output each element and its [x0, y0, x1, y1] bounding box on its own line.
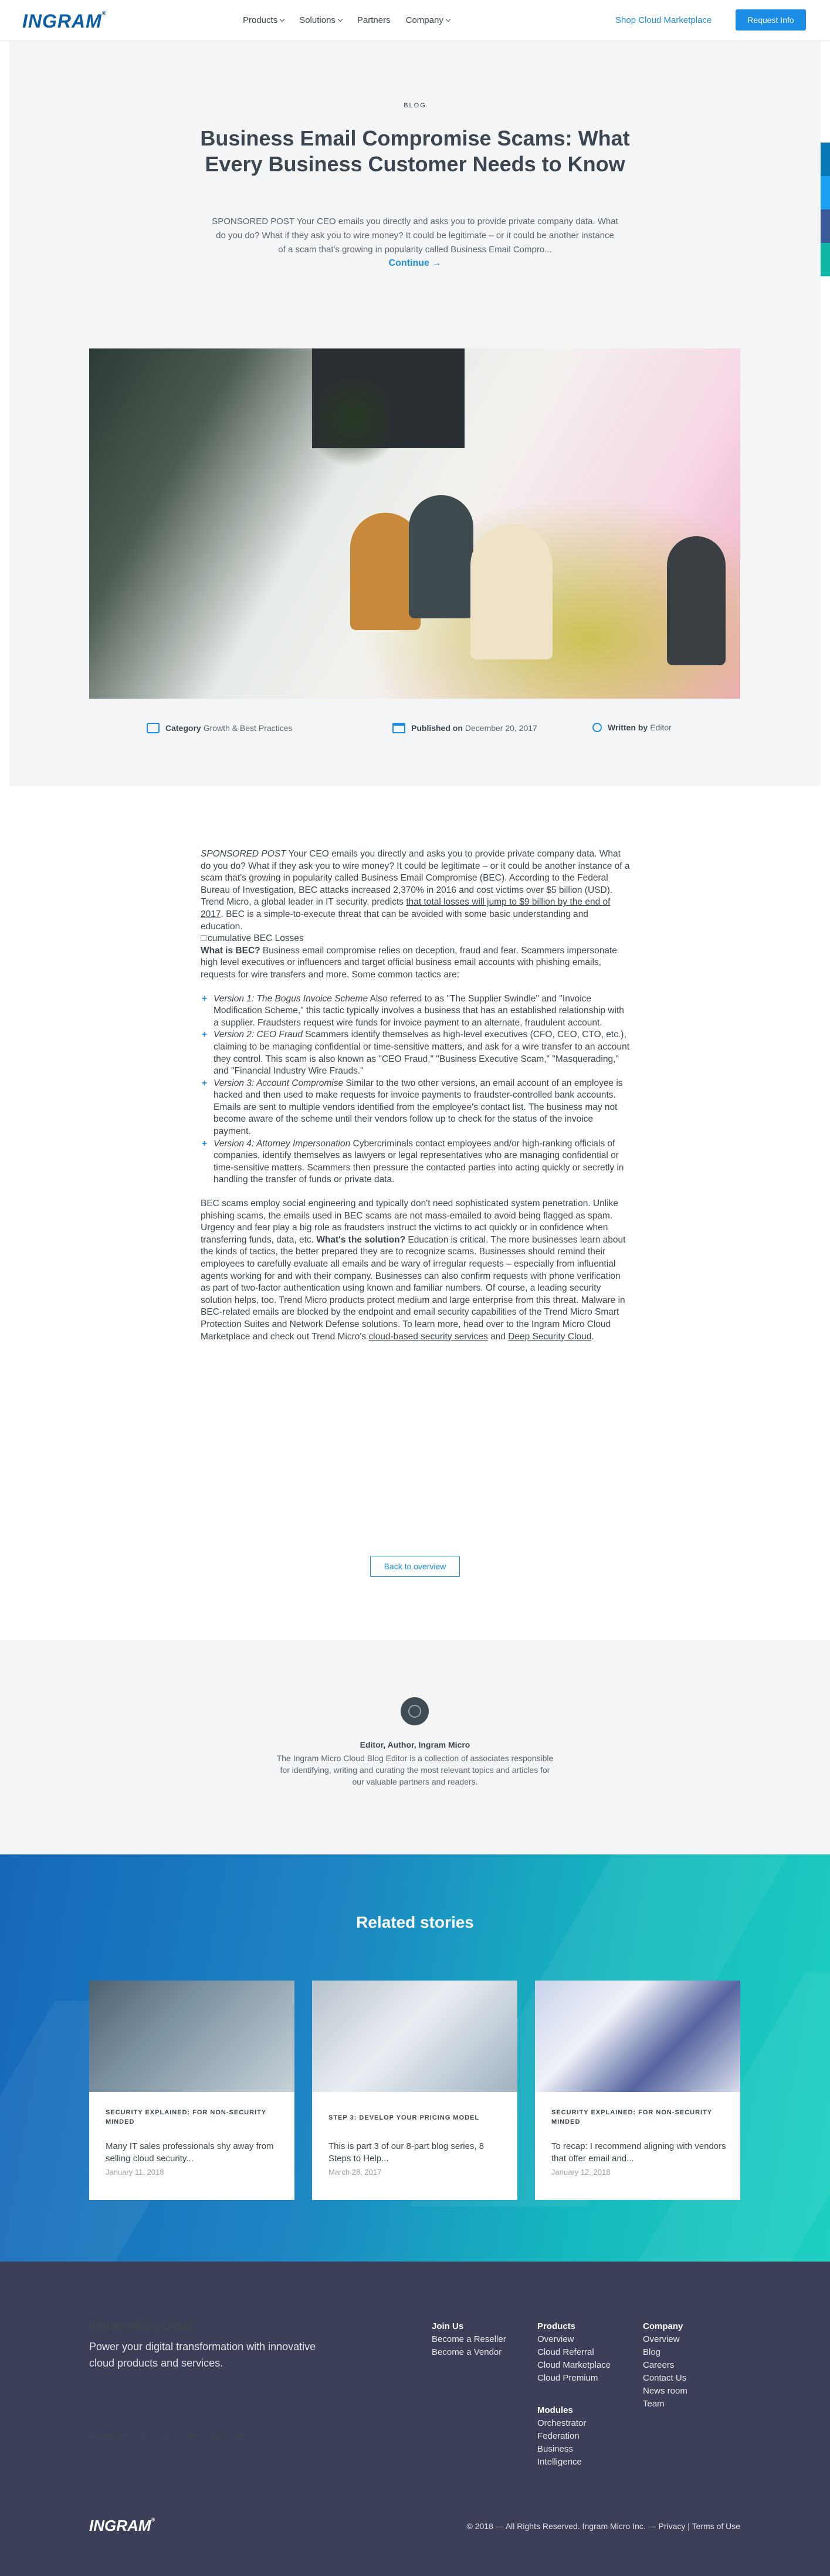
linkedin-icon[interactable]: in: [188, 2432, 197, 2442]
story-excerpt: Many IT sales professionals shy away from selling cloud security...: [106, 2141, 274, 2164]
footer-join-column: Join Us Become a Reseller Become a Vendor: [432, 2320, 506, 2359]
footer-link-intelligence[interactable]: Intelligence: [537, 2457, 582, 2467]
nav-products[interactable]: Products: [243, 15, 284, 25]
follow-us: Follow us f t in g+ yt: [89, 2432, 246, 2442]
footer-company-column: Company Overview Blog Careers Contact Us News room Team: [643, 2320, 687, 2411]
continue-link[interactable]: Continue →: [388, 258, 442, 268]
user-icon: [408, 1705, 421, 1718]
category-link[interactable]: Growth & Best Practices: [203, 723, 293, 733]
story-card[interactable]: [312, 1981, 517, 2200]
chevron-down-icon: [338, 17, 343, 22]
related-stories-title: Related stories: [356, 1913, 474, 1931]
youtube-icon[interactable]: yt: [236, 2432, 245, 2442]
footer-link-company-overview[interactable]: Overview: [643, 2334, 680, 2344]
footer-link-become-reseller[interactable]: Become a Reseller: [432, 2334, 506, 2344]
footer-link-contact-us[interactable]: Contact Us: [643, 2373, 687, 2383]
meta-published: Published on December 20, 2017: [392, 723, 537, 733]
avatar: [401, 1697, 429, 1725]
footer-link-team[interactable]: Team: [643, 2399, 665, 2409]
page-title: Business Email Compromise Scams: What Every Business Customer Needs to Know: [200, 126, 630, 176]
user-icon: [592, 723, 602, 732]
footer-products-column: Products Overview Cloud Referral Cloud Marketplace Cloud Premium: [537, 2320, 611, 2385]
story-card[interactable]: [89, 1981, 294, 2200]
list-item: + Version 1: The Bogus Invoice Scheme Also referred to as "The Supplier Swindle" and "Invoice Modification Scheme," this tactic typically involves a business that has an established relationship with a supplier. Fraudsters request wire funds for invoice payment to an alternate, fraudulent account.: [201, 993, 630, 1030]
google-plus-icon[interactable]: g+: [211, 2432, 222, 2442]
chevron-down-icon: [446, 17, 450, 22]
list-item: + Version 4: Attorney Impersonation Cybercriminals contact employees and/or high-ranking officials of companies, identify themselves as lawyers or legal representatives who are managing confidential or time-sensitive matters. Scammers then pressure the contacted parties into acting quickly or secretly in handling the transfer of funds or private data.: [201, 1138, 630, 1186]
what-is-bec: What is BEC? Business email compromise relies on deception, fraud and fear. Scammers impersonate high level executives or influencers and target official business email accounts with phishing emails, requests for wire transfers and more. Some common tactics are:: [201, 945, 617, 980]
story-date: January 12, 2018: [551, 2168, 611, 2176]
footer-link-cloud-referral[interactable]: Cloud Referral: [537, 2347, 594, 2357]
list-item: + Version 2: CEO Fraud Scammers identify themselves as high-level executives (CFO, CEO, CTO, etc.), claiming to be managing confidential or time-sensitive matters, and ask for a wire transfer to an account they control. This scam is also known as "CEO Fraud," "Business Executive Scam," "Masquerading," and "Financial Industry Wire Frauds.": [201, 1029, 630, 1077]
story-category: STEP 3: DEVELOP YOUR PRICING MODEL: [328, 2114, 480, 2121]
footer-legal: © 2018 — All Rights Reserved. Ingram Micro Inc. — Privacy | Terms of Use: [466, 2521, 740, 2531]
facebook-icon[interactable]: f: [142, 2432, 145, 2442]
published-date: December 20, 2017: [465, 723, 537, 733]
cloud-security-link[interactable]: cloud-based security services: [368, 1331, 488, 1342]
meta-category: Category Growth & Best Practices: [147, 723, 292, 733]
author-bio: The Ingram Micro Cloud Blog Editor is a collection of associates responsible for identifying, writing and curating the most relevant topics and articles for our valuable partners and readers.: [276, 1754, 554, 1786]
story-date: January 11, 2018: [106, 2168, 164, 2176]
site-header: [0, 0, 830, 41]
story-card[interactable]: [535, 1981, 740, 2200]
request-info-button[interactable]: Request Info: [736, 9, 806, 31]
footer-link-cloud-premium[interactable]: Cloud Premium: [537, 2373, 598, 2383]
blog-tag: BLOG: [404, 102, 426, 109]
article-body: [201, 848, 630, 1343]
tactics-list: [201, 993, 630, 1187]
author-link[interactable]: Editor: [650, 723, 672, 732]
hero-intro: SPONSORED POST Your CEO emails you directly and asks you to provide private company data. What do you do? What if they ask you to wire money? It could be legitimate – or it could be another instance of a scam that's growing in popularity called Business Email Compro...: [212, 216, 618, 255]
footer-link-blog[interactable]: Blog: [643, 2347, 661, 2357]
footer-link-products-overview[interactable]: Overview: [537, 2334, 574, 2344]
story-excerpt: To recap: I recommend aligning with vendors that offer email and...: [551, 2141, 726, 2164]
list-item: + Version 3: Account Compromise Similar to the two other versions, an email account of an employee is hacked and then used to make requests for invoice payments to fraudster-controlled bank accounts. Emails are sent to multiple vendors identified from the employee's contact list. The business may not become aware of the scheme until their vendors follow up to check for the status of the invoice payment.: [201, 1078, 630, 1138]
story-category: SECURITY EXPLAINED: FOR NON-SECURITY MINDED: [106, 2109, 266, 2125]
story-date: March 28, 2017: [328, 2168, 382, 2176]
footer-link-business[interactable]: Business: [537, 2444, 573, 2454]
story-image: [89, 1981, 294, 2092]
bec-losses-image: cumulative BEC Losses: [201, 933, 630, 945]
author-name: Editor, Author, Ingram Micro: [360, 1740, 470, 1749]
back-to-overview-button[interactable]: Back to overview: [370, 1556, 460, 1577]
nav-partners[interactable]: Partners: [357, 15, 391, 25]
footer-tagline: Power your digital transformation with innovative cloud products and services.: [89, 2341, 316, 2369]
deep-security-link[interactable]: Deep Security Cloud: [508, 1331, 592, 1342]
story-image: [535, 1981, 740, 2092]
shop-cloud-marketplace-link[interactable]: Shop Cloud Marketplace: [615, 15, 712, 25]
nav-company[interactable]: Company: [406, 15, 450, 25]
story-image: [312, 1981, 517, 2092]
footer-link-news-room[interactable]: News room: [643, 2386, 687, 2396]
hero-image: [89, 348, 740, 699]
footer-link-orchestrator[interactable]: Orchestrator: [537, 2418, 587, 2428]
footer-link-federation[interactable]: Federation: [537, 2431, 580, 2441]
folder-icon: [147, 723, 160, 733]
article-conclusion: BEC scams employ social engineering and typically don't need sophisticated system penetration. Unlike phishing scams, the emails used in BEC scams are not mass-emailed to avoid being flagged as spam. Urgency and fear play a big role as fraudsters instruct the victims to act quickly or in confidence when transferring funds, data, etc. What's the solution? Education is critical. The more businesses learn about the kinds of tactics, the better prepared they are to recognize scams. Businesses should remind their employees to carefully evaluate all emails and be wary of irregular requests – especially from influential agents working for and with their company. Businesses can also confirm requests with phone verification as part of two-factor authentication using known and familiar numbers. Of course, a leading security solution helps, too. Trend Micro products protect medium and large enterprise from this threat. Malware in BEC-related emails are blocked by the endpoint and email security capabilities of the Trend Micro Smart Protection Suites and Network Defense solutions. To learn more, head over to the Ingram Micro Cloud Marketplace and check out Trend Micro's cloud-based security services and Deep Security Cloud.: [201, 1199, 626, 1342]
story-excerpt: This is part 3 of our 8-part blog series, 8 Steps to Help...: [328, 2141, 485, 2164]
footer-link-cloud-marketplace[interactable]: Cloud Marketplace: [537, 2360, 611, 2370]
losses-link[interactable]: that total losses will jump to $9 billion by the end of 2017: [201, 897, 611, 919]
ingram-logo[interactable]: INGRAM®: [22, 11, 107, 32]
footer-modules-column: Modules Orchestrator Federation Business Intelligence: [537, 2404, 586, 2469]
nav-solutions[interactable]: Solutions: [299, 15, 342, 25]
footer-link-careers[interactable]: Careers: [643, 2360, 675, 2370]
twitter-icon[interactable]: t: [166, 2432, 170, 2442]
meta-author: Written by Editor: [592, 723, 672, 732]
footer-brand: Ingram Micro Cloud: [89, 2320, 194, 2333]
story-category: SECURITY EXPLAINED: FOR NON-SECURITY MINDED: [551, 2109, 712, 2125]
chevron-down-icon: [280, 17, 284, 22]
main-nav: [243, 15, 465, 25]
article-intro: SPONSORED POST Your CEO emails you directly and asks you to provide private company data. What do you do? What if they ask you to wire money? It could be legitimate – or it could be another instance of a scam that's growing in popularity called Business Email Compromise (BEC). According to the Federal Bureau of Investigation, BEC attacks increased 2,370% in 2016 and cost victims over $5 billion (USD). Trend Micro, a global leader in IT security, predicts that total losses will jump to $9 billion by the end of 2017. BEC is a simple-to-execute threat that can be avoided with some basic understanding and education.: [201, 849, 630, 932]
calendar-icon: [392, 723, 405, 733]
footer-link-become-vendor[interactable]: Become a Vendor: [432, 2347, 502, 2357]
broken-image-icon: [201, 935, 206, 941]
footer-logo[interactable]: INGRAM®: [89, 2517, 155, 2534]
